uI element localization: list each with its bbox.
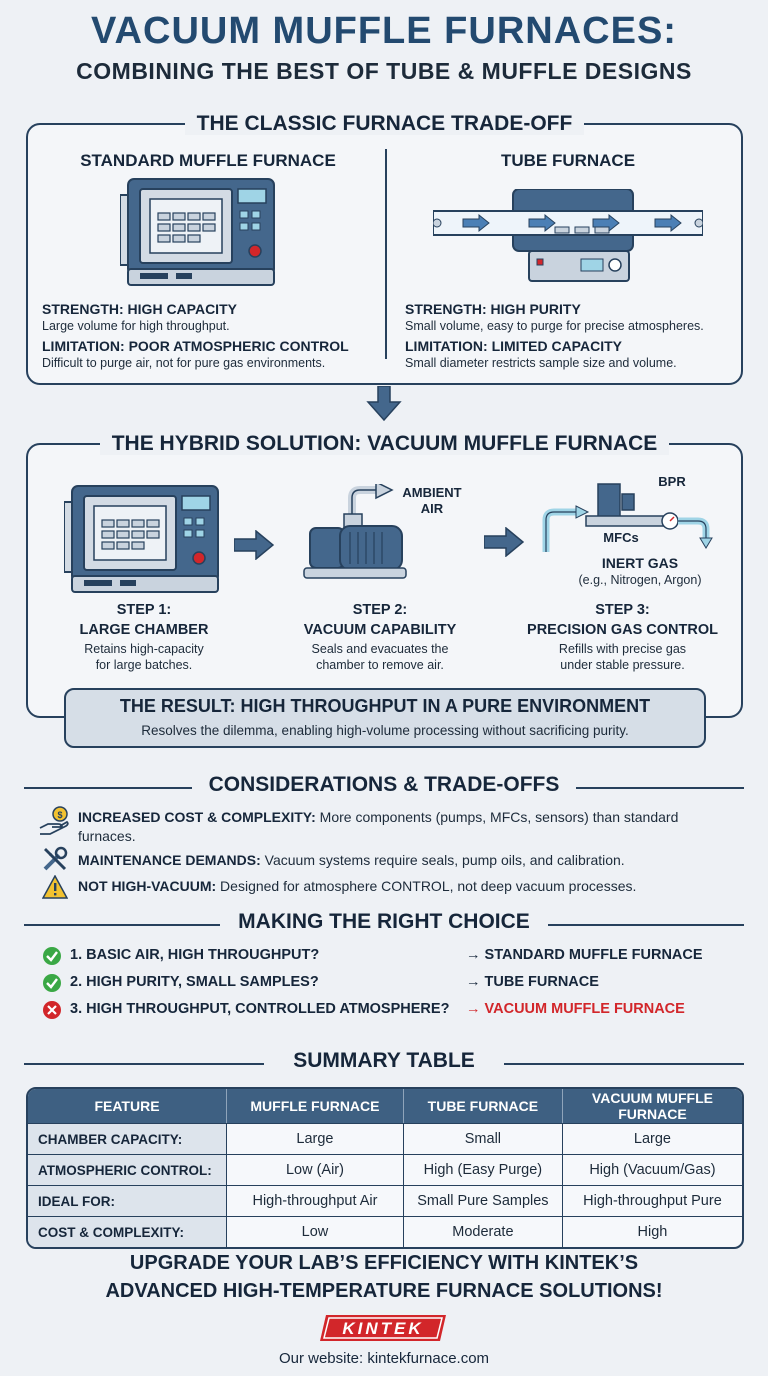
hand-coin-icon <box>38 806 72 836</box>
table-cell: Small Pure Samples <box>404 1185 563 1216</box>
considerations-header <box>24 773 744 803</box>
inert-gas-examples: (e.g., Nitrogen, Argon) <box>578 573 702 587</box>
page-subtitle: COMBINING THE BEST OF TUBE & MUFFLE DESIGNS <box>76 58 692 84</box>
svg-text:KINTEK: KINTEK <box>342 1319 424 1338</box>
choice-answer-3: → VACUUM MUFFLE FURNACE <box>466 1001 685 1017</box>
choice-answer-1: → STANDARD MUFFLE FURNACE <box>466 947 703 963</box>
tube-limitation-desc: Small diameter restricts sample size and volume. <box>405 356 677 370</box>
table-row <box>28 1123 742 1154</box>
table-cell: Small <box>404 1123 563 1154</box>
step3-desc1: Refills with precise gas <box>558 642 687 656</box>
step3-desc2: under stable pressure. <box>560 658 685 672</box>
step2-num: STEP 2: <box>352 602 408 618</box>
table-cell: Low (Air) <box>227 1154 404 1185</box>
result-box <box>64 688 706 748</box>
summary-header <box>24 1049 744 1079</box>
inert-gas-label: INERT GAS <box>601 555 679 571</box>
muffle-strength: STRENGTH: HIGH CAPACITY <box>42 301 237 317</box>
choice-heading: MAKING THE RIGHT CHOICE <box>238 910 530 933</box>
column-header: VACUUM MUFFLE FURNACE <box>563 1089 742 1123</box>
page-title: VACUUM MUFFLE FURNACES: <box>91 10 677 52</box>
hybrid-heading: THE HYBRID SOLUTION: VACUUM MUFFLE FURNACE <box>28 432 741 456</box>
choice-question-3: 3. HIGH THROUGHPUT, CONTROLLED ATMOSPHERE? <box>70 1001 450 1017</box>
table-cell: Low <box>227 1216 404 1247</box>
tools-icon <box>42 846 68 872</box>
table-cell: High <box>563 1216 742 1247</box>
result-desc: Resolves the dilemma, enabling high-volume processing without sacrificing purity. <box>141 723 629 738</box>
kintek-logo <box>318 1313 448 1343</box>
tube-furnace-illustration <box>433 189 703 285</box>
cta-line-1: UPGRADE YOUR LAB’S EFFICIENCY WITH KINTEK’S <box>129 1252 639 1274</box>
tube-limitation: LIMITATION: LIMITED CAPACITY <box>405 338 622 354</box>
considerations-heading: CONSIDERATIONS & TRADE-OFFS <box>208 773 560 796</box>
table-cell: Large <box>227 1123 404 1154</box>
check-icon <box>42 973 62 993</box>
table-row-header: IDEAL FOR: <box>28 1185 227 1216</box>
choice-answer-2: → TUBE FURNACE <box>466 974 599 990</box>
tube-strength: STRENGTH: HIGH PURITY <box>405 301 581 317</box>
table-cell: High (Vacuum/Gas) <box>563 1154 742 1185</box>
consideration-maintenance: MAINTENANCE DEMANDS: Vacuum systems require seals, pump oils, and calibration. <box>78 852 625 868</box>
cta-line-2: ADVANCED HIGH-TEMPERATURE FURNACE SOLUTIONS! <box>105 1280 663 1302</box>
summary-heading: SUMMARY TABLE <box>293 1049 475 1072</box>
table-row <box>28 1154 742 1185</box>
step2-title: VACUUM CAPABILITY <box>303 622 457 638</box>
cross-icon <box>42 1000 62 1020</box>
panel-divider <box>385 149 387 359</box>
down-arrow-icon <box>366 386 402 422</box>
consideration-cost: INCREASED COST & COMPLEXITY: More components (pumps, MFCs, sensors) than standard furnaces. <box>78 809 679 844</box>
column-header: TUBE FURNACE <box>404 1089 563 1123</box>
muffle-limitation-desc: Difficult to purge air, not for pure gas environments. <box>42 356 326 370</box>
table-header-row <box>28 1089 742 1123</box>
step2-desc1: Seals and evacuates the <box>311 642 449 656</box>
muffle-strength-desc: Large volume for high throughput. <box>42 319 230 333</box>
table-cell: Large <box>563 1123 742 1154</box>
table-cell: High-throughput Air <box>227 1185 404 1216</box>
tradeoff-heading: THE CLASSIC FURNACE TRADE-OFF <box>28 112 741 136</box>
muffle-limitation: LIMITATION: POOR ATMOSPHERIC CONTROL <box>42 338 349 354</box>
step1-desc1: Retains high-capacity <box>84 642 204 656</box>
step1-desc2: for large batches. <box>95 658 193 672</box>
website-link[interactable]: Our website: kintekfurnace.com <box>278 1350 490 1367</box>
step3-title: PRECISION GAS CONTROL <box>527 622 718 638</box>
table-cell: High-throughput Pure <box>563 1185 742 1216</box>
tube-strength-desc: Small volume, easy to purge for precise atmospheres. <box>405 319 704 333</box>
table-row <box>28 1216 742 1247</box>
choice-header <box>24 910 744 940</box>
step1-title: LARGE CHAMBER <box>79 622 209 638</box>
column-header: FEATURE <box>28 1089 227 1123</box>
step1-num: STEP 1: <box>116 602 172 618</box>
check-icon <box>42 946 62 966</box>
choice-question-1: 1. BASIC AIR, HIGH THROUGHPUT? <box>70 947 320 963</box>
mfcs-label: MFCs <box>603 530 639 545</box>
step3-num: STEP 3: <box>595 602 650 618</box>
step2-desc2: chamber to remove air. <box>316 658 444 672</box>
right-arrow-icon <box>484 527 524 557</box>
table-row-header: CHAMBER CAPACITY: <box>28 1123 227 1154</box>
warning-icon <box>42 875 68 899</box>
svg-text:$: $ <box>57 810 63 820</box>
result-title: THE RESULT: HIGH THROUGHPUT IN A PURE ENVIRONMENT <box>119 696 651 716</box>
consideration-vacuum: NOT HIGH-VACUUM: Designed for atmosphere CONTROL, not deep vacuum processes. <box>78 878 637 894</box>
tradeoff-panel <box>26 112 743 385</box>
large-chamber-illustration <box>64 484 224 596</box>
right-arrow-icon <box>234 530 274 560</box>
tube-title: TUBE FURNACE <box>500 151 636 170</box>
muffle-furnace-illustration <box>120 177 280 289</box>
table-row <box>28 1185 742 1216</box>
muffle-title: STANDARD MUFFLE FURNACE <box>80 151 336 170</box>
table-cell: High (Easy Purge) <box>404 1154 563 1185</box>
table-cell: Moderate <box>404 1216 563 1247</box>
column-header: MUFFLE FURNACE <box>227 1089 404 1123</box>
bpr-label: BPR <box>658 474 686 489</box>
table-row-header: ATMOSPHERIC CONTROL: <box>28 1154 227 1185</box>
table-row-header: COST & COMPLEXITY: <box>28 1216 227 1247</box>
choice-question-2: 2. HIGH PURITY, SMALL SAMPLES? <box>70 974 319 990</box>
summary-table <box>26 1087 744 1249</box>
ambient-air-label: AMBIENT AIR <box>402 485 462 516</box>
